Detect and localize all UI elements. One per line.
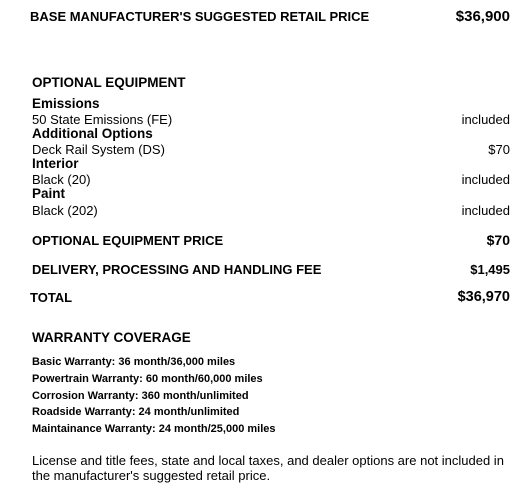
emissions-item: 50 State Emissions (FE) xyxy=(32,112,173,127)
base-msrp-value: $36,900 xyxy=(455,8,510,25)
paint-price: included xyxy=(461,203,510,218)
emissions-price: included xyxy=(461,112,510,127)
additional-options-price: $70 xyxy=(488,142,510,157)
interior-item: Black (20) xyxy=(32,172,91,187)
total-value: $36,970 xyxy=(457,289,510,305)
warranty-line-corrosion: Corrosion Warranty: 360 month/unlimited xyxy=(32,390,249,402)
warranty-line-powertrain: Powertrain Warranty: 60 month/60,000 miles xyxy=(32,373,263,385)
paint-item: Black (202) xyxy=(32,203,98,218)
paint-category: Paint xyxy=(32,186,66,201)
delivery-fee-value: $1,495 xyxy=(470,262,510,277)
total-label: TOTAL xyxy=(30,290,73,305)
delivery-fee-label: DELIVERY, PROCESSING AND HANDLING FEE xyxy=(32,262,322,277)
additional-options-category: Additional Options xyxy=(32,126,153,141)
disclaimer-text: License and title fees, state and local taxes, and dealer options are not included in the manufacturer's suggested retail price. xyxy=(32,453,504,483)
optional-equipment-price-value: $70 xyxy=(486,232,510,248)
emissions-category: Emissions xyxy=(32,96,100,111)
interior-price: included xyxy=(461,172,510,187)
warranty-heading: WARRANTY COVERAGE xyxy=(32,330,191,345)
optional-equipment-heading: OPTIONAL EQUIPMENT xyxy=(32,75,186,90)
interior-category: Interior xyxy=(32,156,79,171)
warranty-line-maintenance: Maintainance Warranty: 24 month/25,000 miles xyxy=(32,423,276,435)
warranty-line-basic: Basic Warranty: 36 month/36,000 miles xyxy=(32,356,236,368)
base-msrp-label: BASE MANUFACTURER'S SUGGESTED RETAIL PRICE xyxy=(30,9,370,24)
warranty-line-roadside: Roadside Warranty: 24 month/unlimited xyxy=(32,406,240,418)
optional-equipment-price-label: OPTIONAL EQUIPMENT PRICE xyxy=(32,233,224,248)
additional-options-item: Deck Rail System (DS) xyxy=(32,142,165,157)
